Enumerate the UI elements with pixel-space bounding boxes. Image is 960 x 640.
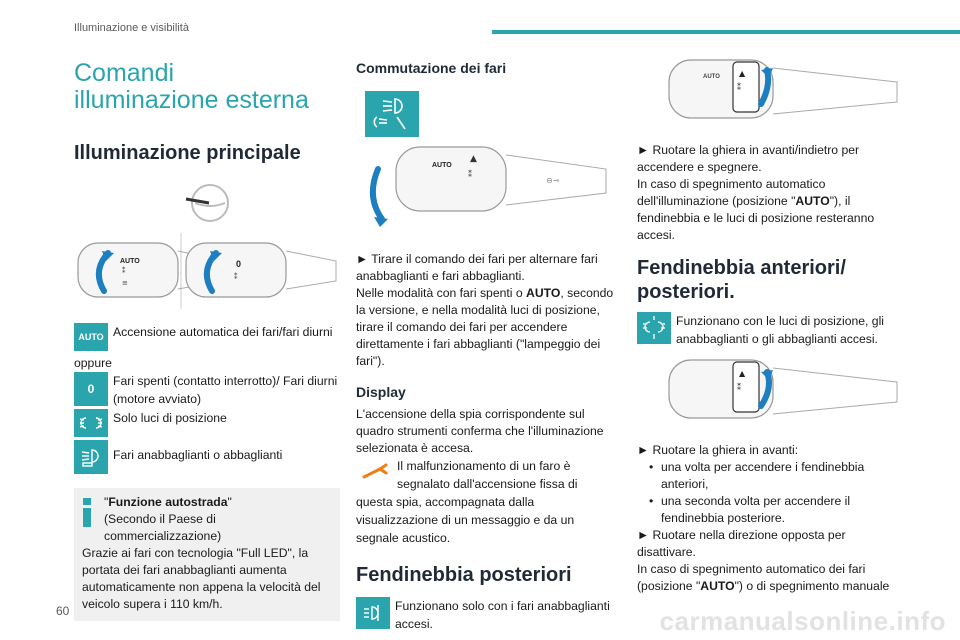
legend-headlights-text: Fari anabbaglianti o abbaglianti (113, 448, 283, 462)
legend-connector: oppure (74, 356, 112, 370)
side-lights-icon (74, 409, 108, 437)
svg-text:≡: ≡ (122, 279, 128, 287)
fog-ring-stalk-illustration-bottom (637, 354, 901, 430)
watermark: carmanualsonline.info (659, 606, 946, 636)
info-title: Funzione autostrada (108, 495, 228, 509)
last-note: In caso di spegnimento automatico dei fari (posizione "AUTO") o di spegnimento manuale (637, 562, 890, 593)
section-heading-main-lighting: Illuminazione principale (74, 142, 301, 164)
stalk-auto-label-3: AUTO (703, 74, 720, 80)
fog-bullet-list (637, 459, 901, 527)
fog-ring-stalk-illustration-top (637, 56, 901, 132)
reverse-instruction: ► Ruotare nella direzione opposta per disattivare. (637, 528, 846, 559)
fault-text: Il malfunzionamento di un faro è segnalato dall'accensione fissa di questa spia, accompagnata dalla visualizzazione di un messaggio e da un segnale acustico. (356, 459, 578, 545)
header-accent-bar (492, 30, 960, 34)
light-stalk-illustration (74, 231, 340, 311)
fog-lights-icon (637, 312, 671, 344)
info-box-motorway: "Funzione autostrada" (Secondo il Paese di commercializzazione) Grazie ai fari con tecnologia "Full LED", la portata dei fari anabbaglianti aumenta automaticamente non appena la velocità del veicolo supera i 110 km/h. (74, 488, 340, 621)
stalk-auto-label-2: AUTO (432, 162, 452, 169)
legend-side-lights-text: Solo luci di posizione (113, 411, 227, 425)
info-subtitle: (Secondo il Paese di commercializzazione) (104, 512, 222, 543)
switch-auto-note: Nelle modalità con fari spenti o AUTO, secondo la versione, e nella modalità luci di posizione, tirare il comando dei fari per accendere direttamente i fari abbaglianti ("lampeggio dei fari"). (356, 286, 614, 368)
wrench-warning-icon (356, 457, 392, 487)
rear-fog-text: Funzionano solo con i fari anabbaglianti accesi. (395, 599, 610, 631)
headlights-icon (74, 440, 108, 474)
ring-auto-note: In caso di spegnimento automatico dell'illuminazione (posizione "AUTO"), il fendinebbia e le luci di posizione resteranno accesi. (637, 177, 875, 242)
stalk-auto-label: AUTO (120, 258, 140, 265)
headlights-switch-icon (365, 91, 419, 137)
column-left (74, 56, 340, 621)
stalk-zero-label: 0 (236, 259, 242, 269)
svg-text:⁑: ⁑ (737, 383, 741, 392)
svg-text:⁑: ⁑ (468, 170, 472, 179)
legend-off-text: Fari spenti (contatto interrotto)/ Fari diurni (motore avviato) (113, 374, 338, 406)
fog-text: Funzionano con le luci di posizione, gli anabbaglianti o gli abbaglianti accesi. (676, 314, 884, 346)
svg-text:⁑: ⁑ (737, 83, 741, 92)
svg-text:▲: ▲ (739, 69, 746, 78)
legend-auto-text: Accensione automatica dei fari/fari diurni (113, 325, 333, 339)
svg-text:▲: ▲ (470, 154, 477, 164)
steering-wheel-illustration (74, 179, 340, 229)
section-heading-rear-fog: Fendinebbia posteriori (356, 564, 572, 586)
list-item: • una volta per accendere i fendinebbia anteriori, (649, 459, 901, 493)
svg-text:⁑: ⁑ (122, 267, 126, 275)
rear-fog-icon (356, 597, 390, 629)
auto-icon: AUTO (74, 323, 108, 351)
headlight-switch-stalk-illustration (356, 143, 614, 233)
column-middle (356, 56, 614, 633)
page-number: 60 (56, 604, 70, 618)
ring-instruction: ► Ruotare la ghiera in avanti/indietro per accendere e spegnere. (637, 143, 860, 174)
svg-text:⁑: ⁑ (234, 273, 238, 281)
column-right (637, 56, 901, 595)
rotate-intro: ► Ruotare la ghiera in avanti: (637, 443, 799, 457)
running-header: Illuminazione e visibilità (74, 22, 189, 34)
section-heading-switching: Commutazione dei fari (356, 60, 507, 76)
info-body: Grazie ai fari con tecnologia "Full LED", la portata dei fari anabbaglianti aumenta automaticamente non appena la velocità del veicolo supera i 110 km/h. (82, 546, 321, 611)
switch-instruction: ► Tirare il comando dei fari per alternare fari anabbaglianti e fari abbaglianti. (356, 252, 598, 283)
page-title: Comandi illuminazione esterna (74, 59, 309, 114)
list-item: • una seconda volta per accendere il fendinebbia posteriore. (649, 493, 901, 527)
section-heading-display: Display (356, 384, 406, 400)
display-text: L'accensione della spia corrispondente sul quadro strumenti conferma che l'illuminazione selezionata è accesa. (356, 407, 604, 455)
zero-icon: 0 (74, 372, 108, 406)
svg-text:▲: ▲ (739, 369, 746, 378)
svg-text:⊖⊸: ⊖⊸ (546, 176, 560, 185)
section-heading-fog-front-rear: Fendinebbia anteriori/ posteriori. (637, 257, 846, 303)
info-icon (83, 498, 91, 528)
